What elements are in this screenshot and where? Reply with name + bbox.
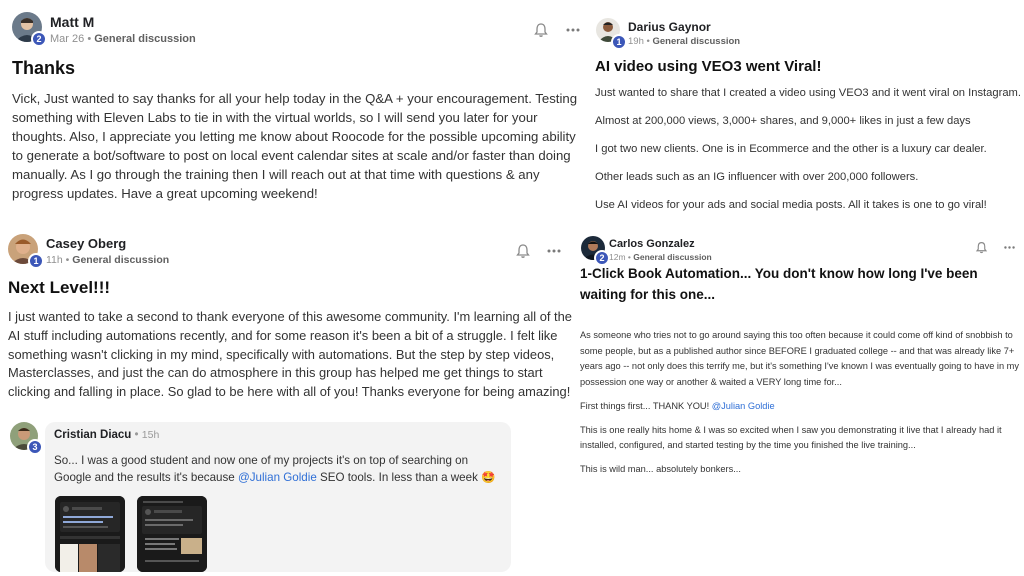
post-category[interactable]: General discussion [94,33,196,45]
reply-author [54,429,159,441]
post-paragraph: Almost at 200,000 views, 3,000+ shares, and 9,000+ likes in just a few days [595,115,971,127]
level-badge: 1 [611,34,627,50]
mention-link[interactable]: @Julian Goldie [237,471,317,485]
reply-author-name[interactable]: Cristian Diacu [54,429,132,441]
post-paragraph: Use AI videos for your ads and social media posts. All it takes is one to go viral! [595,199,987,211]
post-date[interactable]: 11h [46,254,63,266]
post-category[interactable]: General discussion [72,254,170,266]
post-card-carlos[interactable] [575,228,1024,576]
post-meta [50,33,196,45]
mention-link[interactable]: @Julian Goldie [711,400,775,411]
post-paragraph: I just wanted to take a second to thank everyone of this awesome community. I'm learning all of the AI stuff including automations recently, and for some reason it's been a bit of a struggle. I felt like something wasn't clicking in my mind, specifically with automations. But the step by step videos, Masterclasses, and just the can do atmosphere in this group has helped me get things to start clicking and falling in place. So glad to be here with all of you! Thanks everyone for being amazing! [8,309,572,400]
post-date[interactable]: 19h [628,36,644,47]
post-title[interactable]: Next Level!!! [8,278,111,297]
reply-text [54,452,504,487]
reply-bubble [45,422,511,572]
post-date[interactable]: 12m [609,252,626,262]
author-name[interactable]: Carlos Gonzalez [609,238,695,250]
post-paragraph: This is wild man... absolutely bonkers... [580,463,741,474]
post-body [8,308,574,402]
level-badge: 2 [594,250,610,266]
post-meta [628,36,740,47]
level-badge: 1 [28,253,44,269]
bell-icon[interactable] [515,243,531,259]
post-paragraph: As someone who tries not to go around saying this too often because it could come off kind of snobbish to some people, but as a published author since BEFORE I graduated college -- and that was already like 7+ years ago -- not only does this terrify me, but it's something I've known I was eventually going to have in my possession one way or another & waited a VERY long time for... [580,330,1020,388]
post-title[interactable]: Thanks [12,58,76,78]
author-name[interactable]: Casey Oberg [46,236,127,251]
level-badge: 3 [27,439,43,455]
post-title[interactable]: AI video using VEO3 went Viral! [595,58,822,75]
post-paragraph: Vick, Just wanted to say thanks for all your help today in the Q&A + your encouragement. Testing something with Eleven Labs to tie in with the virtual worlds, so I will send you later for your thoughts. Also, I appreciate you letting me know about Roocode for the possible upcoming ability to generate a bot/software to post on local event calendar sites at scale and/or faster than doing manually. As I go through the training then I will reach out at that time with questions & any progress updates. Have a great upcoming weekend! [12,91,578,201]
reply-text-start: So... I was a good student and now one of my projects it's on top of searching on Google and the results it's because [54,454,469,485]
post-card-darius[interactable] [590,0,1024,228]
level-badge: 2 [31,31,47,47]
more-icon[interactable] [565,22,581,38]
separator: • [627,252,631,262]
post-category[interactable]: General discussion [652,36,741,47]
separator: • [134,429,139,441]
post-meta [46,254,169,266]
separator: • [646,36,650,47]
bell-icon[interactable] [975,241,988,254]
post-paragraph: Other leads such as an IG influencer with over 200,000 followers. [595,171,919,183]
post-paragraph: I got two new clients. One is in Ecommerce and the other is a luxury car dealer. [595,143,987,155]
post-card-matt[interactable] [0,0,590,220]
post-paragraph: Just wanted to share that I created a video using VEO3 and it went viral on Instagram. [595,87,1021,99]
post-body [580,328,1022,478]
author-name[interactable]: Darius Gaynor [628,20,711,34]
attachment-thumbnail[interactable] [137,496,207,572]
post-date[interactable]: Mar 26 [50,33,85,45]
more-icon[interactable] [546,243,562,259]
separator: • [87,33,92,45]
post-title[interactable]: 1-Click Book Automation... You don't know how long I've been waiting for this one... [580,266,978,302]
post-body [12,90,584,203]
bell-icon[interactable] [533,22,549,38]
more-icon[interactable] [1003,241,1016,254]
attachment-thumbnail[interactable] [55,496,125,572]
reply-text-end: SEO tools. In less than a week 🤩 [316,471,496,485]
post-text: First things first... THANK YOU! [580,400,712,411]
post-card-casey[interactable] [0,228,580,576]
post-meta [609,252,712,262]
post-paragraph: This is one really hits home & I was so excited when I saw you demonstrating it live that I already had it installed, configured, and started testing by the time you finished the live training... [580,424,1002,451]
post-category[interactable]: General discussion [633,252,712,262]
post-body [595,86,1021,212]
reply-time: 15h [141,429,160,441]
author-name[interactable]: Matt M [50,14,95,30]
separator: • [65,254,70,266]
post-paragraph [580,399,1022,415]
